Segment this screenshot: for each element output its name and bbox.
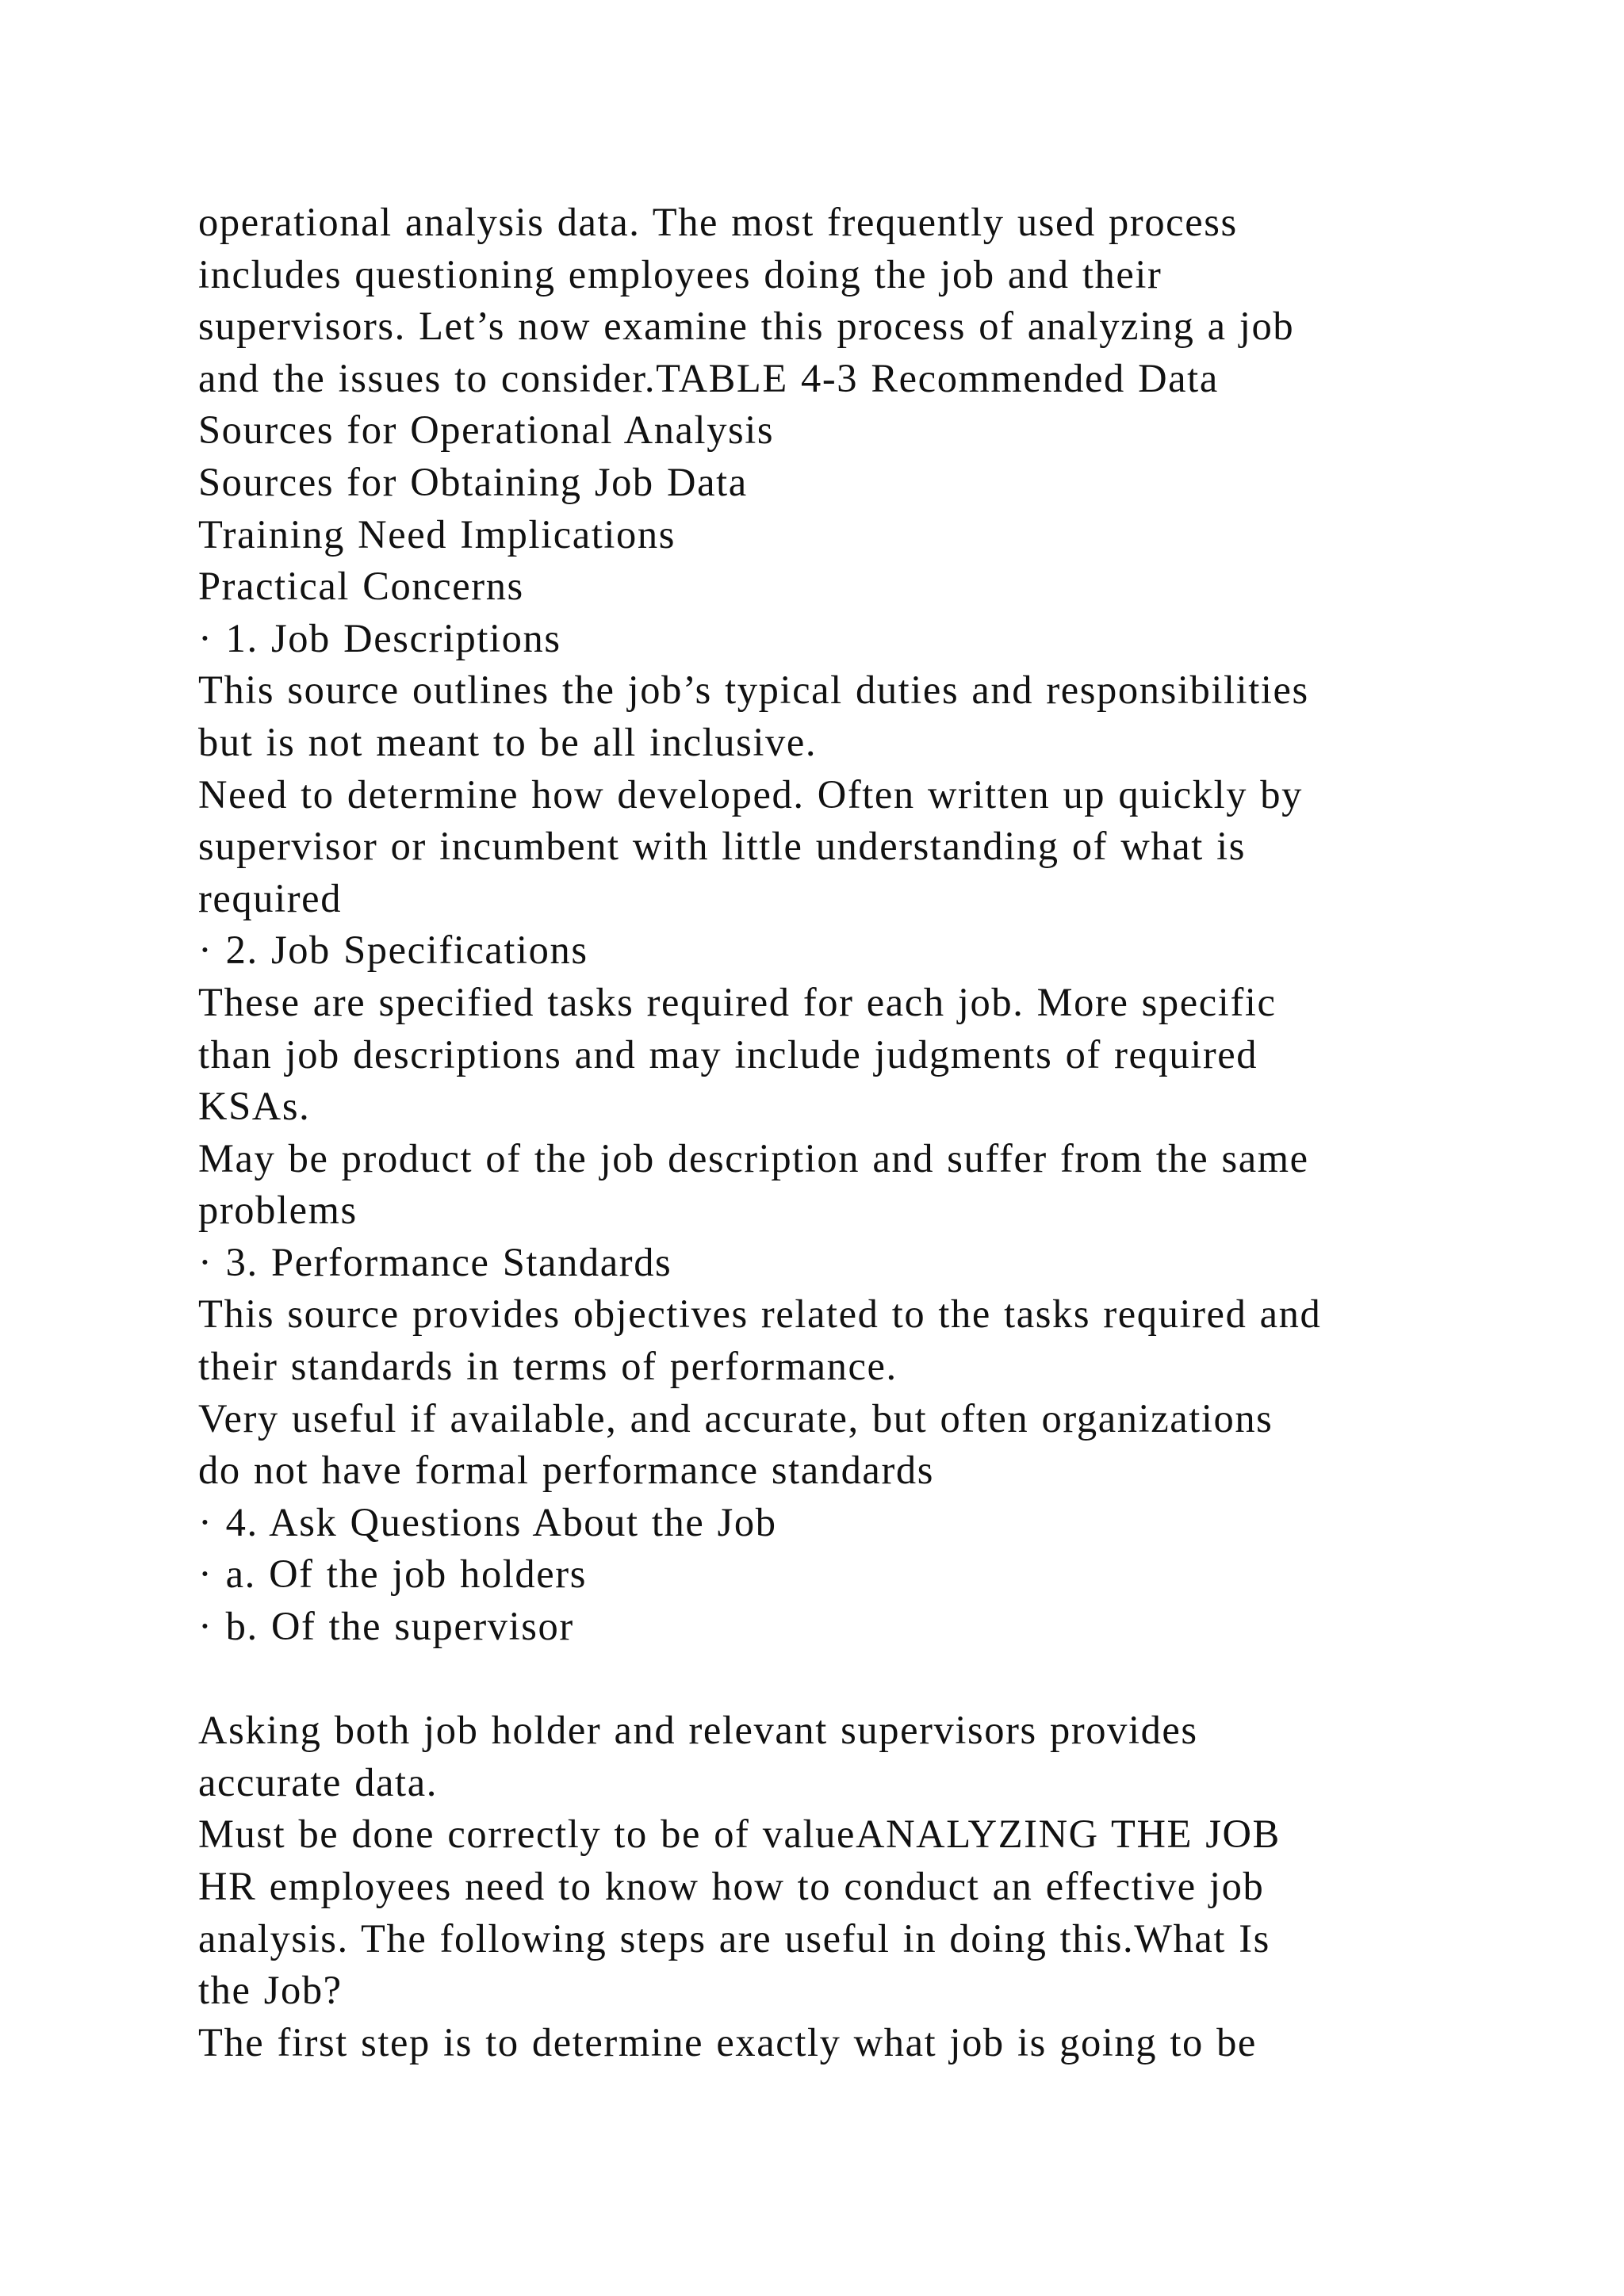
text-line: the Job? (198, 1968, 343, 2013)
text-line: Sources for Obtaining Job Data (198, 459, 748, 504)
text-line: Sources for Operational Analysis (198, 408, 775, 453)
text-line: The first step is to determine exactly what job is going to be (198, 2019, 1257, 2064)
text-line: analysis. The following steps are useful in doing this.What Is (198, 1915, 1270, 1961)
list-item: · 3. Performance Standards (198, 1239, 672, 1284)
text-line: and the issues to consider.TABLE 4-3 Recommended Data (198, 355, 1219, 400)
text-line: accurate data. (198, 1759, 438, 1804)
list-item: · b. Of the supervisor (198, 1604, 574, 1649)
text-line: Practical Concerns (198, 564, 524, 609)
text-line: This source provides objectives related to the tasks required and (198, 1292, 1322, 1337)
text-line: This source outlines the job’s typical duties and responsibilities (198, 668, 1309, 713)
text-line: Must be done correctly to be of valueANALYZING THE JOB (198, 1812, 1281, 1857)
text-line: HR employees need to know how to conduct an effective job (198, 1864, 1265, 1908)
text-line: required (198, 875, 343, 920)
text-line: problems (198, 1188, 358, 1233)
text-line: Asking both job holder and relevant supervisors provides (198, 1708, 1198, 1753)
text-line: supervisor or incumbent with little understanding of what is (198, 824, 1246, 869)
text-line: their standards in terms of performance. (198, 1344, 898, 1389)
text-line: but is not meant to be all inclusive. (198, 719, 818, 764)
text-line: do not have formal performance standards (198, 1448, 934, 1493)
document-body (198, 197, 1483, 2068)
blank-line (198, 1653, 1483, 1705)
text-line: than job descriptions and may include judgments of required (198, 1031, 1258, 1077)
text-line: May be product of the job description and suffer from the same (198, 1135, 1309, 1181)
text-line: These are specified tasks required for each job. More specific (198, 979, 1277, 1024)
text-line: Need to determine how developed. Often written up quickly by (198, 771, 1303, 817)
text-line: Training Need Implications (198, 511, 676, 557)
list-item: · 1. Job Descriptions (198, 615, 561, 660)
list-item: · 4. Ask Questions About the Job (198, 1499, 777, 1544)
text-line: KSAs. (198, 1084, 311, 1129)
list-item: · 2. Job Specifications (198, 928, 588, 973)
list-item: · a. Of the job holders (198, 1552, 587, 1597)
text-line: includes questioning employees doing the job and their (198, 251, 1162, 297)
text-line: supervisors. Let’s now examine this process of analyzing a job (198, 304, 1295, 349)
text-line: Very useful if available, and accurate, but often organizations (198, 1395, 1274, 1441)
text-line: operational analysis data. The most frequently used process (198, 200, 1238, 244)
